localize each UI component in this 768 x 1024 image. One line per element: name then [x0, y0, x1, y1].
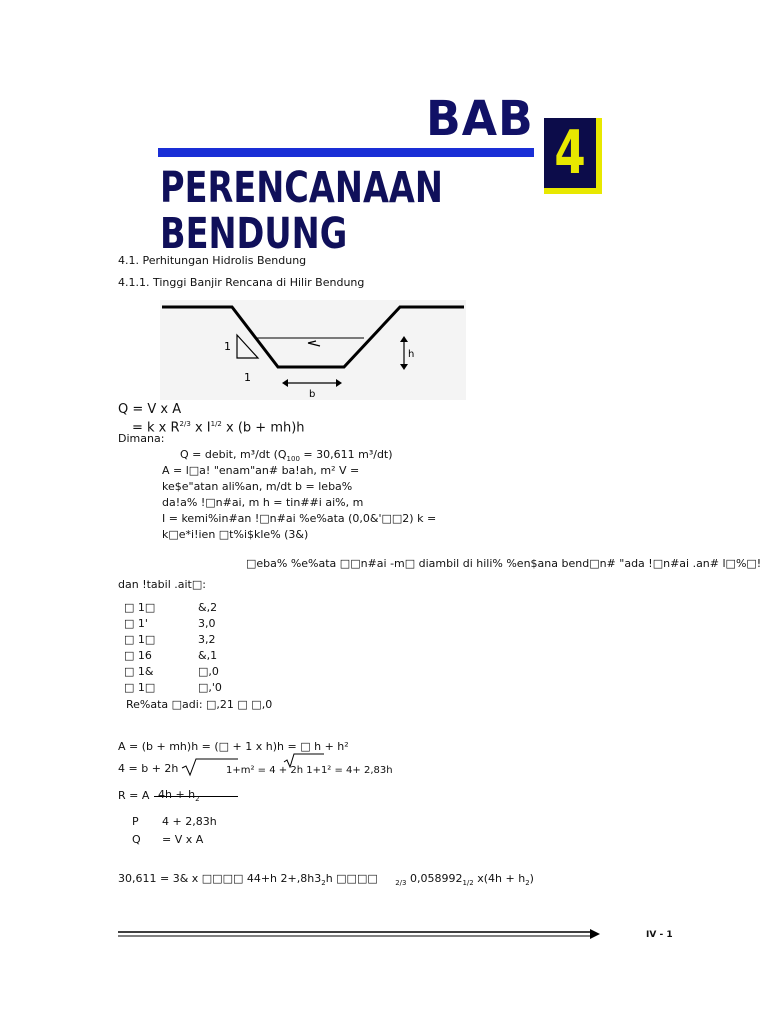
base-width-label: b [309, 389, 316, 400]
definition-line-2: ke$e"atan ali%an, m/dt b = leba% [162, 480, 353, 493]
equation-q-va: Q = V x A [118, 402, 182, 417]
calc-perimeter-b: 1+m² = 4 + 2h 1+1² = 4+ 2,83h [226, 765, 393, 776]
paragraph-line-1: □eba% %e%ata □□n#ai -m□ diambil di hili% %en$ana bend□n# "ada !□n#ai .an# l□%□! [246, 557, 762, 570]
chapter-bab-label: BAB [426, 91, 534, 147]
table-average: Re%ata □adi: □,21 □ □,0 [126, 698, 273, 711]
channel-cross-section-figure [160, 300, 466, 400]
calc-area: A = (b + mh)h = (□ + 1 x h)h = □ h + h² [118, 740, 349, 753]
calc-p-value: 4 + 2,83h [162, 815, 217, 828]
dimana-label: Dimana: [118, 432, 165, 445]
calc-final-equation: 30,611 = 3& x □□□□ 44+h $2+,8h3_2h$ □□□□ $_{2/3}$ $0,058992_{1/2}$ $x(4h + h_2)$ [118, 872, 534, 888]
chapter-number-box [544, 118, 602, 194]
definition-q: Q = debit, m³/dt ($Q_{100} = 30,611$ m³/dt) [180, 448, 393, 464]
definition-line-5: k□e*i!ien □t%i$kle% (3&) [162, 528, 309, 541]
calc-radius-label: R = A [118, 789, 150, 802]
chapter-title: PERENCANAAN BENDUNG [160, 163, 443, 259]
calc-perimeter-a: 4 = b + 2h [118, 762, 179, 775]
calc-q-value: = V x A [162, 833, 204, 846]
page-number: IV - 1 [646, 930, 673, 940]
calc-p-label: P [132, 815, 139, 828]
width-table: □ 1□ &,2 □ 1' 3,0 □ 1□ 3,2 □ 16 &,1 □ 1& □,0 □ 1□ □,'0 [124, 601, 222, 694]
footer-arrow-rule [116, 928, 602, 942]
definition-line-1: A = l□a! "enam"an# ba!ah, m² V = [162, 464, 360, 477]
equation-manning: = k x $R^{2/3}$ x $I^{1/2}$ x (b + mh)h [132, 420, 305, 436]
header-rule [158, 148, 534, 157]
calc-radius-expr: $4h + h_2$ [158, 788, 200, 804]
water-depth-label: h [408, 349, 415, 360]
square-root-sign-2 [282, 752, 326, 768]
section-heading-4-1: 4.1. Perhitungan Hidrolis Bendung [118, 254, 307, 267]
paragraph-line-2: dan !tabil .ait□: [118, 578, 206, 591]
slope-horizontal-label: 1 [244, 371, 251, 384]
slope-vertical-label: 1 [224, 340, 231, 353]
chapter-number: 4 [554, 118, 586, 188]
section-heading-4-1-1: 4.1.1. Tinggi Banjir Rencana di Hilir Bendung [118, 276, 365, 289]
definition-line-3: da!a% !□n#ai, m h = tin##i ai%, m [162, 496, 364, 509]
definition-line-4: I = kemi%in#an !□n#ai %e%ata (0,0&'□□2) k = [162, 512, 437, 525]
calc-q-label: Q [132, 833, 141, 846]
